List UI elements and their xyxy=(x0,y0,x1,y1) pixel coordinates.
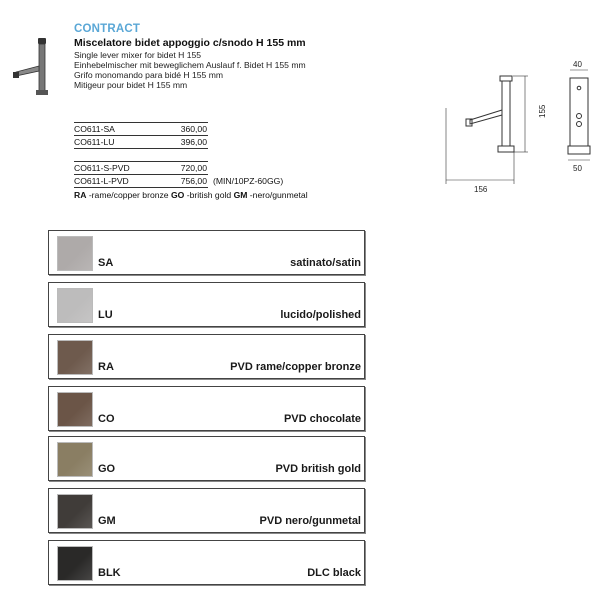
finish-code: SA xyxy=(98,257,114,269)
finish-name: PVD british gold xyxy=(275,463,361,475)
finish-row-blk[interactable] xyxy=(48,540,365,585)
finish-swatch xyxy=(57,340,93,375)
price-code: CO611-S-PVD xyxy=(74,163,130,173)
finish-swatch xyxy=(57,546,93,581)
finish-swatch xyxy=(57,494,93,529)
finish-code: LU xyxy=(98,309,113,321)
finish-name: PVD nero/gunmetal xyxy=(259,515,361,527)
legend-code: RA xyxy=(74,190,87,200)
description-de: Einhebelmischer mit beweglichem Auslauf f. Bidet H 155 mm xyxy=(74,60,306,70)
finish-name: satinato/satin xyxy=(290,257,361,269)
finish-code: CO xyxy=(98,413,115,425)
divider xyxy=(74,187,208,188)
price-value: 396,00 xyxy=(180,137,207,147)
finish-legend xyxy=(74,190,308,200)
price-code: CO611-SA xyxy=(74,124,115,134)
finish-swatch xyxy=(57,236,93,271)
divider xyxy=(74,122,208,123)
legend-text: -rame/copper bronze xyxy=(88,190,169,200)
dimension-top: 40 xyxy=(573,60,582,69)
price-code: CO611-LU xyxy=(74,137,115,147)
legend-code: GO xyxy=(170,190,185,200)
price-value: 756,00 xyxy=(180,176,207,186)
legend-code: GM xyxy=(233,190,248,200)
divider xyxy=(74,135,208,136)
order-note: (MIN/10PZ-60GG) xyxy=(213,176,284,186)
product-title: Miscelatore bidet appoggio c/snodo H 155 mm xyxy=(74,37,306,49)
description-fr: Mitigeur pour bidet H 155 mm xyxy=(74,80,188,90)
dimension-bottom: 50 xyxy=(573,164,582,173)
dimension-height: 155 xyxy=(538,104,547,118)
front-view xyxy=(568,78,590,154)
finish-swatch xyxy=(57,442,93,477)
side-view xyxy=(466,76,514,152)
finish-code: RA xyxy=(98,361,114,373)
finish-code: GO xyxy=(98,463,116,475)
finish-name: lucido/polished xyxy=(280,309,361,321)
finish-row-sa[interactable] xyxy=(48,230,365,275)
legend-text: -nero/gunmetal xyxy=(249,190,308,200)
technical-drawing xyxy=(430,58,600,198)
price-value: 720,00 xyxy=(180,163,207,173)
divider xyxy=(74,148,208,149)
description-es: Grifo monomando para bidé H 155 mm xyxy=(74,70,224,80)
finish-row-ra[interactable] xyxy=(48,334,365,379)
finish-row-lu[interactable] xyxy=(48,282,365,327)
finish-name: PVD rame/copper bronze xyxy=(230,361,361,373)
dimension-width: 156 xyxy=(474,185,488,194)
brand-name: CONTRACT xyxy=(74,23,141,35)
finish-swatch xyxy=(57,288,93,323)
faucet-icon xyxy=(13,38,48,95)
product-thumbnail xyxy=(8,38,68,98)
divider xyxy=(74,174,208,175)
legend-text: -british gold xyxy=(186,190,232,200)
price-value: 360,00 xyxy=(180,124,207,134)
finish-row-co[interactable] xyxy=(48,386,365,431)
finish-code: GM xyxy=(98,515,116,527)
finish-row-go[interactable] xyxy=(48,436,365,481)
finish-name: PVD chocolate xyxy=(283,413,361,425)
finish-swatch xyxy=(57,392,93,427)
finish-name: DLC black xyxy=(307,567,361,579)
finish-row-gm[interactable] xyxy=(48,488,365,533)
finish-code: BLK xyxy=(98,567,121,579)
price-code: CO611-L-PVD xyxy=(74,176,129,186)
description-en: Single lever mixer for bidet H 155 xyxy=(74,50,202,60)
divider xyxy=(74,161,208,162)
